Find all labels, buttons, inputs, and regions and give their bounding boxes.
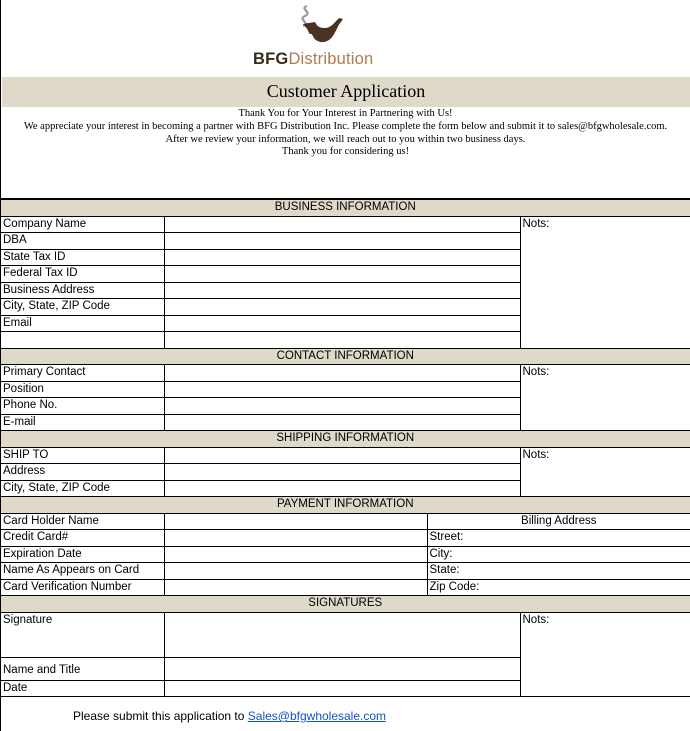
field-label-card-holder-name: Card Holder Name bbox=[1, 513, 164, 530]
field-label-dba: DBA bbox=[1, 233, 164, 250]
field-label-company-name: Company Name bbox=[1, 216, 164, 233]
field-label-business-address: Business Address bbox=[1, 282, 164, 299]
sales-email-link[interactable]: Sales@bfgwholesale.com bbox=[247, 709, 387, 723]
field-label-ship-city-state-zip: City, State, ZIP Code bbox=[1, 480, 164, 497]
field-input-email[interactable] bbox=[164, 315, 520, 332]
field-input-business-city-state-zip[interactable] bbox=[164, 299, 520, 316]
field-input-contact-email[interactable] bbox=[164, 414, 520, 431]
field-input-company-name[interactable] bbox=[164, 216, 520, 233]
field-input-dba[interactable] bbox=[164, 233, 520, 250]
logo-wordmark bbox=[253, 50, 373, 69]
logo-brand-bold: BFG bbox=[253, 50, 289, 68]
submit-instructions bbox=[73, 709, 386, 723]
bfg-logo bbox=[251, 2, 391, 72]
field-input-expiration-date[interactable] bbox=[164, 546, 427, 563]
field-label-federal-tax-id: Federal Tax ID bbox=[1, 266, 164, 283]
field-input-name-on-card[interactable] bbox=[164, 563, 427, 580]
field-label-expiration-date: Expiration Date bbox=[1, 546, 164, 563]
field-input-card-holder-name[interactable] bbox=[164, 513, 427, 530]
field-label-position: Position bbox=[1, 381, 164, 398]
form-table bbox=[1, 199, 690, 697]
page-title: Customer Application bbox=[266, 81, 426, 101]
field-input-name-and-title[interactable] bbox=[164, 657, 520, 680]
section-header-signatures: SIGNATURES bbox=[1, 596, 690, 613]
field-label-state-tax-id: State Tax ID bbox=[1, 249, 164, 266]
field-label-signature: Signature bbox=[1, 612, 164, 657]
field-input-credit-card[interactable] bbox=[164, 530, 427, 547]
field-input-ship-to[interactable] bbox=[164, 447, 520, 464]
section-header-payment: PAYMENT INFORMATION bbox=[1, 497, 690, 514]
field-input-federal-tax-id[interactable] bbox=[164, 266, 520, 283]
business-notes[interactable]: Nots: bbox=[520, 216, 690, 348]
field-label-business-city-state-zip: City, State, ZIP Code bbox=[1, 299, 164, 316]
field-input-position[interactable] bbox=[164, 381, 520, 398]
application-form bbox=[1, 198, 690, 697]
section-header-shipping: SHIPPING INFORMATION bbox=[1, 431, 690, 448]
field-label-phone: Phone No. bbox=[1, 398, 164, 415]
pipe-icon bbox=[251, 2, 391, 50]
field-label-blank bbox=[1, 332, 164, 349]
billing-street-field[interactable]: Street: bbox=[427, 530, 690, 547]
billing-address-header: Billing Address bbox=[427, 513, 690, 530]
contact-notes[interactable]: Nots: bbox=[520, 365, 690, 431]
section-header-contact: CONTACT INFORMATION bbox=[1, 348, 690, 365]
field-input-state-tax-id[interactable] bbox=[164, 249, 520, 266]
field-input-blank[interactable] bbox=[164, 332, 520, 349]
field-input-signature[interactable] bbox=[164, 612, 520, 657]
field-label-date: Date bbox=[1, 680, 164, 697]
section-header-business: BUSINESS INFORMATION bbox=[1, 200, 690, 217]
billing-state-field[interactable]: State: bbox=[427, 563, 690, 580]
field-label-name-on-card: Name As Appears on Card bbox=[1, 563, 164, 580]
intro-line-4: Thank you for considering us! bbox=[281, 146, 410, 158]
intro-text bbox=[1, 108, 690, 159]
signatures-notes[interactable]: Nots: bbox=[520, 612, 690, 697]
intro-line-2: We appreciate your interest in becoming a partner with BFG Distribution Inc. Please complete the form below and submit it to sales@bfgwholesale.com. bbox=[23, 120, 668, 132]
field-label-credit-card: Credit Card# bbox=[1, 530, 164, 547]
field-label-ship-to: SHIP TO bbox=[1, 447, 164, 464]
field-label-email: Email bbox=[1, 315, 164, 332]
title-band bbox=[2, 77, 690, 107]
submit-text: Please submit this application to bbox=[73, 709, 248, 723]
field-input-ship-city-state-zip[interactable] bbox=[164, 480, 520, 497]
logo-brand-light: Distribution bbox=[288, 50, 374, 68]
field-label-primary-contact: Primary Contact bbox=[1, 365, 164, 382]
field-input-primary-contact[interactable] bbox=[164, 365, 520, 382]
billing-city-field[interactable]: City: bbox=[427, 546, 690, 563]
intro-line-3: After we review your information, we will reach out to you within two business days. bbox=[165, 133, 526, 145]
intro-line-1: Thank You for Your Interest in Partnering with Us! bbox=[238, 108, 453, 119]
field-input-business-address[interactable] bbox=[164, 282, 520, 299]
field-label-card-verification: Card Verification Number bbox=[1, 579, 164, 596]
field-input-card-verification[interactable] bbox=[164, 579, 427, 596]
shipping-notes[interactable]: Nots: bbox=[520, 447, 690, 497]
field-input-date[interactable] bbox=[164, 680, 520, 697]
field-input-phone[interactable] bbox=[164, 398, 520, 415]
field-label-ship-address: Address bbox=[1, 464, 164, 481]
billing-zip-field[interactable]: Zip Code: bbox=[427, 579, 690, 596]
field-label-name-and-title: Name and Title bbox=[1, 657, 164, 680]
field-label-contact-email: E-mail bbox=[1, 414, 164, 431]
field-input-ship-address[interactable] bbox=[164, 464, 520, 481]
